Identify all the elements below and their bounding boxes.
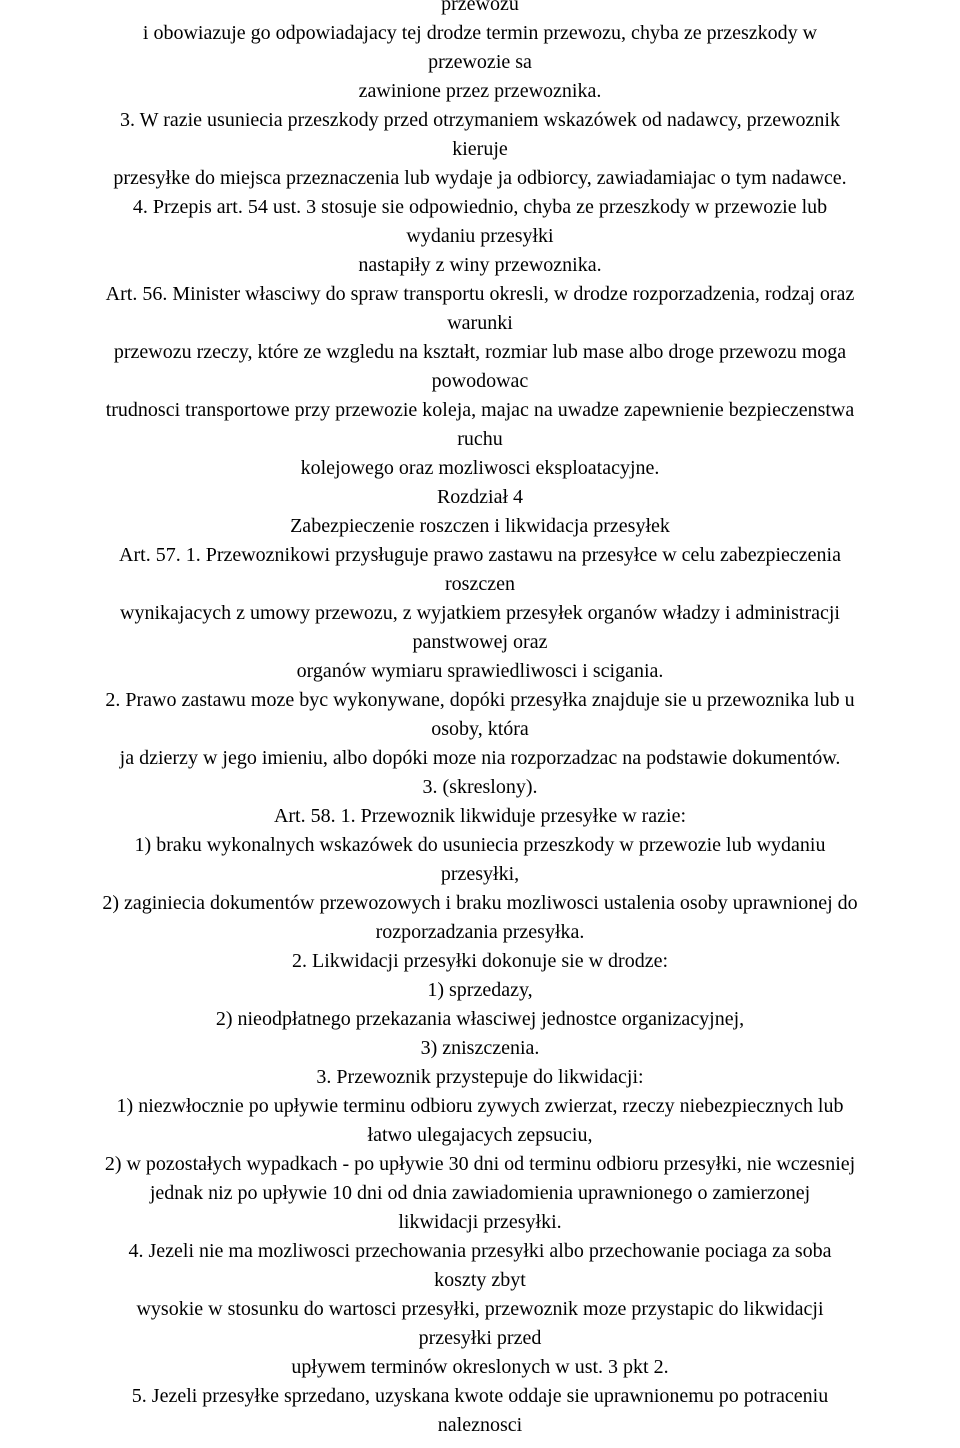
text-line: przewozu rzeczy, które ze wzgledu na kształt, rozmiar lub mase albo droge przewozu moga — [113, 341, 847, 363]
text-line: rozporzadzania przesyłka. — [375, 921, 585, 943]
text-line: wysokie w stosunku do wartosci przesyłki, przewoznik moze przystapic do likwidacji — [136, 1298, 824, 1320]
chapter-title: Zabezpieczenie roszczen i likwidacja przesyłek — [290, 515, 670, 537]
text-line: 2. Prawo zastawu moze byc wykonywane, dopóki przesyłka znajduje sie u przewoznika lub u — [105, 689, 855, 711]
text-line: 3. Przewoznik przystepuje do likwidacji: — [316, 1066, 644, 1088]
text-line: kieruje — [452, 138, 508, 160]
text-line: 1) sprzedazy, — [427, 979, 533, 1001]
text-line: koszty zbyt — [434, 1269, 526, 1291]
text-line: nastapiły z winy przewoznika. — [358, 254, 602, 276]
text-line: Art. 58. 1. Przewoznik likwiduje przesyłke w razie: — [273, 805, 687, 827]
chapter-heading: Rozdział 4 — [436, 486, 524, 508]
text-line: 2. Likwidacji przesyłki dokonuje sie w drodze: — [291, 950, 668, 972]
text-line: jednak niz po upływie 10 dni od dnia zawiadomienia uprawnionego o zamierzonej — [149, 1182, 811, 1204]
text-line: upływem terminów okreslonych w ust. 3 pkt 2. — [291, 1356, 669, 1378]
text-line: 5. Jezeli przesyłke sprzedano, uzyskana kwote oddaje sie uprawnionemu po potraceniu — [131, 1385, 829, 1407]
text-line: przewozu — [441, 0, 519, 15]
text-line: panstwowej oraz — [412, 631, 548, 653]
text-line: 2) w pozostałych wypadkach - po upływie 30 dni od terminu odbioru przesyłki, nie wczesniej — [104, 1153, 856, 1175]
text-line: naleznosci — [437, 1414, 523, 1436]
text-line: ruchu — [457, 428, 503, 450]
text-line: osoby, która — [431, 718, 529, 740]
text-line: 4. Przepis art. 54 ust. 3 stosuje sie odpowiednio, chyba ze przeszkody w przewozie lub — [132, 196, 828, 218]
text-line: łatwo ulegajacych zepsuciu, — [367, 1124, 593, 1146]
text-line: przesyłki, — [440, 863, 520, 885]
text-line: 3) zniszczenia. — [420, 1037, 540, 1059]
text-line: przesyłke do miejsca przeznaczenia lub wydaje ja odbiorcy, zawiadamiajac o tym nadawce. — [113, 167, 847, 189]
text-line: 1) niezwłocznie po upływie terminu odbioru zywych zwierzat, rzeczy niebezpiecznych lub — [116, 1095, 844, 1117]
text-line: wydaniu przesyłki — [406, 225, 554, 247]
text-line: powodowac — [431, 370, 529, 392]
text-line: 2) zaginiecia dokumentów przewozowych i braku mozliwosci ustalenia osoby uprawnionej do — [102, 892, 858, 914]
text-line: przesyłki przed — [418, 1327, 542, 1349]
text-line: i obowiazuje go odpowiadajacy tej drodze termin przewozu, chyba ze przeszkody w — [142, 22, 818, 44]
text-line: kolejowego oraz mozliwosci eksploatacyjne. — [300, 457, 660, 479]
text-line: roszczen — [445, 573, 515, 595]
text-line: trudnosci transportowe przy przewozie koleja, majac na uwadze zapewnienie bezpieczenstwa — [105, 399, 855, 421]
text-line: 4. Jezeli nie ma mozliwosci przechowania przesyłki albo przechowanie pociaga za soba — [128, 1240, 832, 1262]
text-line: 3. (skreslony). — [422, 776, 538, 798]
text-line: organów wymiaru sprawiedliwosci i scigania. — [296, 660, 664, 682]
text-line: zawinione przez przewoznika. — [358, 80, 602, 102]
text-line: 3. W razie usuniecia przeszkody przed otrzymaniem wskazówek od nadawcy, przewoznik — [120, 109, 840, 131]
text-line: 2) nieodpłatnego przekazania własciwej jednostce organizacyjnej, — [215, 1008, 745, 1030]
text-line: Art. 57. 1. Przewoznikowi przysługuje prawo zastawu na przesyłce w celu zabezpieczenia — [119, 544, 841, 566]
text-line: likwidacji przesyłki. — [398, 1211, 562, 1233]
text-line: 1) braku wykonalnych wskazówek do usuniecia przeszkody w przewozie lub wydaniu — [134, 834, 826, 856]
text-line: przewozie sa — [428, 51, 532, 73]
text-line: warunki — [447, 312, 513, 334]
text-line: ja dzierzy w jego imieniu, albo dopóki moze nia rozporzadzac na podstawie dokumentów. — [119, 747, 841, 769]
text-line: wynikajacych z umowy przewozu, z wyjatkiem przesyłek organów władzy i administracji — [120, 602, 840, 624]
text-line: Art. 56. Minister własciwy do spraw transportu okresli, w drodze rozporzadzenia, rodzaj oraz — [105, 283, 855, 305]
